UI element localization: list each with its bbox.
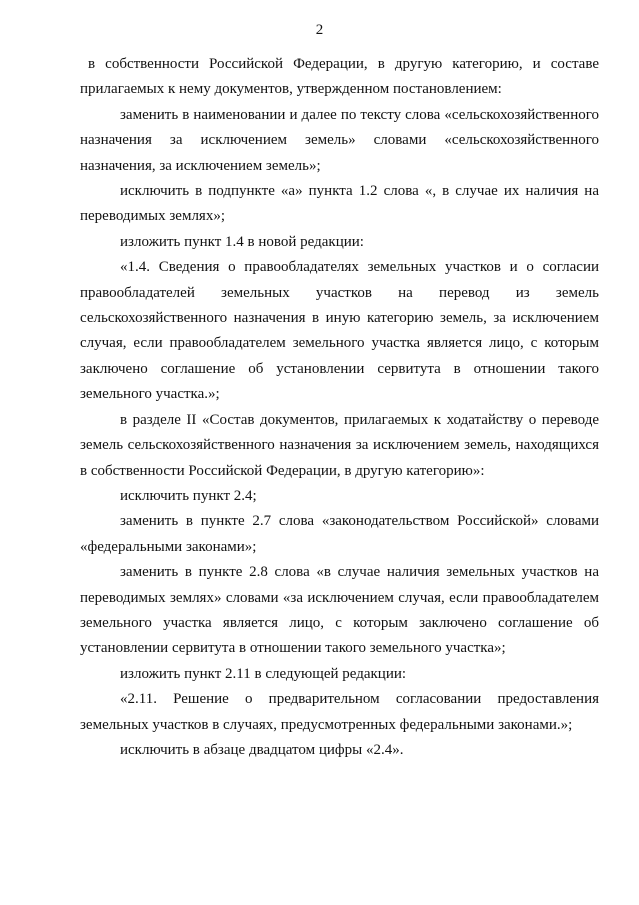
paragraph-11: «2.11. Решение о предварительном согласовании предоставления земельных участков в случаях, предусмотренных федеральными законами.»; — [80, 691, 599, 733]
paragraph-8: заменить в пункте 2.7 слова «законодательством Российской» словами «федеральными законами»; — [80, 513, 599, 555]
paragraph-7: исключить пункт 2.4; — [120, 487, 257, 504]
paragraph-4: изложить пункт 1.4 в новой редакции: — [120, 233, 364, 250]
paragraph-10: изложить пункт 2.11 в следующей редакции: — [120, 665, 407, 682]
paragraph-1: в собственности Российской Федерации, в другую категорию, и составе прилагаемых к нему документов, утвержденном постановлением: — [80, 56, 599, 98]
paragraph-12: исключить в абзаце двадцатом цифры «2.4». — [120, 741, 404, 758]
document-body — [80, 52, 599, 763]
paragraph-2: заменить в наименовании и далее по тексту слова «сельскохозяйственного назначения за исключением земель» словами «сельскохозяйственного назначения, за исключением земель»; — [80, 106, 599, 174]
paragraph-6: в разделе II «Состав документов, прилагаемых к ходатайству о переводе земель сельскохозяйственного назначения за исключением земель, находящихся в собственности Российской Федерации, в другую категорию»: — [80, 411, 599, 479]
page-number: 2 — [315, 22, 324, 38]
paragraph-9: заменить в пункте 2.8 слова «в случае наличия земельных участков на переводимых землях» словами «за исключением случая, если правообладателем земельного участка является лицо, с которым заключено соглашение об установлении сервитута в отношении такого земельного участка»; — [80, 564, 599, 657]
paragraph-3: исключить в подпункте «а» пункта 1.2 слова «, в случае их наличия на переводимых землях»; — [80, 183, 599, 225]
paragraph-5: «1.4. Сведения о правообладателях земельных участков и о согласии правообладателей земельных участков на перевод из земель сельскохозяйственного назначения в иную категорию земель, за исключением случая, если правообладателем земельного участка является лицо, с которым заключено соглашение об установлении сервитута в отношении такого земельного участка.»; — [80, 259, 599, 403]
